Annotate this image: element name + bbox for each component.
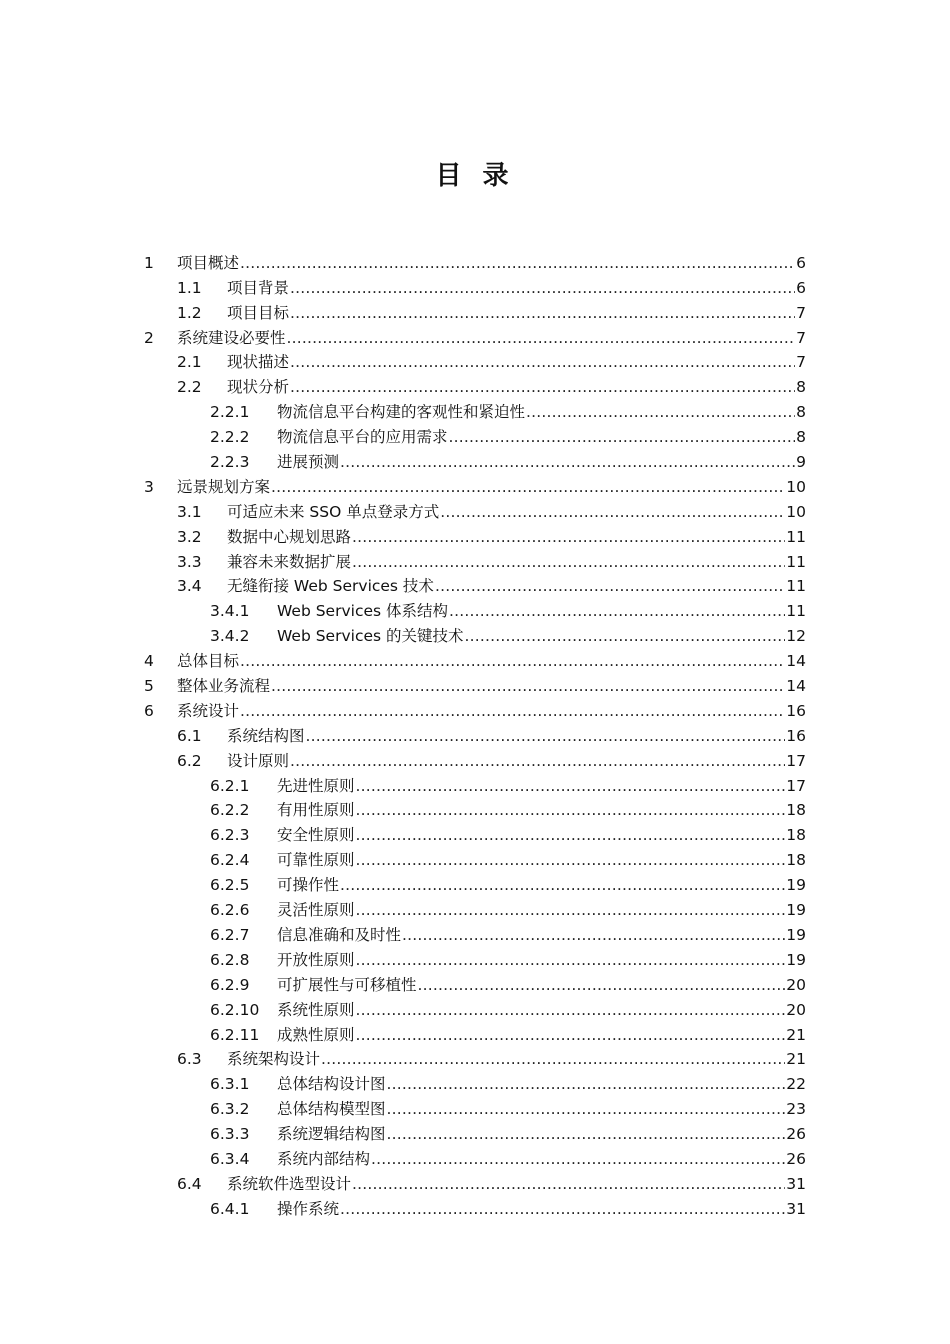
dot-leader [290, 277, 795, 299]
toc-entry-number: 6.1 [177, 726, 202, 745]
toc-entry-page-number: 31 [786, 1174, 806, 1193]
toc-entry[interactable] [144, 647, 806, 672]
toc-entry-number: 1 [144, 253, 154, 272]
toc-entry[interactable] [144, 1170, 806, 1195]
dot-leader [387, 1123, 786, 1145]
toc-entry-title: 设计原则 [227, 751, 290, 770]
toc-entry-title: 开放性原则 [277, 950, 355, 969]
toc-entry-title: 兼容未来数据扩展 [227, 552, 352, 571]
toc-entry-number: 3.4.2 [210, 627, 250, 646]
toc-entry-title: 项目目标 [227, 303, 290, 322]
toc-entry-number: 6.2 [177, 751, 202, 770]
dot-leader [271, 476, 785, 498]
dot-leader [418, 974, 786, 996]
dot-leader [387, 1073, 786, 1095]
toc-entry-title: 项目背景 [227, 278, 290, 297]
toc-entry[interactable] [144, 996, 806, 1021]
dot-leader [271, 675, 785, 697]
toc-entry-page-number: 18 [786, 801, 806, 820]
toc-entry-number: 6.2.5 [210, 876, 250, 895]
dot-leader [449, 426, 796, 448]
dot-leader [356, 1024, 786, 1046]
toc-entry-title: 系统建设必要性 [177, 328, 286, 347]
toc-entry[interactable] [144, 1046, 806, 1071]
toc-entry-page-number: 14 [786, 677, 806, 696]
toc-entry-page-number: 7 [796, 353, 806, 372]
toc-entry-number: 6.3.2 [210, 1100, 250, 1119]
toc-entry-page-number: 16 [786, 726, 806, 745]
toc-entry-page-number: 31 [786, 1199, 806, 1218]
toc-entry-number: 4 [144, 652, 154, 671]
toc-entry-number: 6.2.6 [210, 901, 250, 920]
toc-entry-number: 5 [144, 677, 154, 696]
toc-entry-page-number: 10 [786, 477, 806, 496]
dot-leader [240, 700, 785, 722]
dot-leader [449, 600, 785, 622]
toc-entry-number: 2.2 [177, 378, 202, 397]
toc-entry-page-number: 6 [796, 253, 806, 272]
toc-entry-page-number: 19 [786, 925, 806, 944]
toc-entry-title: 现状描述 [227, 353, 290, 372]
dot-leader [402, 924, 785, 946]
toc-entry[interactable] [144, 573, 806, 598]
toc-entry[interactable] [144, 921, 806, 946]
toc-entry-page-number: 8 [796, 378, 806, 397]
toc-entry-page-number: 20 [786, 1000, 806, 1019]
toc-entry-title: 系统设计 [177, 701, 240, 720]
toc-entry-number: 2.2.3 [210, 453, 250, 472]
toc-entry-title: 操作系统 [277, 1199, 340, 1218]
toc-entry-page-number: 11 [786, 552, 806, 571]
toc-entry-page-number: 19 [786, 950, 806, 969]
toc-entry-page-number: 8 [796, 403, 806, 422]
toc-entry-page-number: 26 [786, 1149, 806, 1168]
toc-entry[interactable] [144, 1145, 806, 1170]
toc-entry-page-number: 11 [786, 602, 806, 621]
dot-leader [356, 949, 786, 971]
toc-entry[interactable] [144, 896, 806, 921]
toc-entry-number: 6.2.9 [210, 975, 250, 994]
dot-leader [290, 302, 795, 324]
toc-entry-title: 无缝衔接 Web Services 技术 [227, 577, 434, 596]
dot-leader [465, 625, 786, 647]
toc-entry-number: 6.2.4 [210, 851, 250, 870]
dot-leader [356, 824, 786, 846]
toc-entry[interactable] [144, 846, 806, 871]
toc-entry-number: 2.2.1 [210, 403, 250, 422]
toc-entry[interactable] [144, 299, 806, 324]
dot-leader [352, 551, 785, 573]
toc-entry-number: 6.2.7 [210, 925, 250, 944]
toc-entry-page-number: 21 [786, 1025, 806, 1044]
toc-title: 目 录 [435, 161, 515, 191]
dot-leader [352, 1173, 785, 1195]
dot-leader [240, 252, 795, 274]
dot-leader [356, 799, 786, 821]
toc-entry-title: 系统结构图 [227, 726, 305, 745]
toc-entry[interactable] [144, 448, 806, 473]
toc-entry-page-number: 14 [786, 652, 806, 671]
toc-entry-number: 6.3.1 [210, 1075, 250, 1094]
dot-leader [526, 401, 795, 423]
toc-entry-title: 先进性原则 [277, 776, 355, 795]
toc-entry-title: 总体目标 [177, 652, 240, 671]
toc-entry-page-number: 17 [786, 776, 806, 795]
toc-entry-page-number: 12 [786, 627, 806, 646]
dot-leader [356, 999, 786, 1021]
toc-entry-page-number: 19 [786, 901, 806, 920]
toc-entry-title: 可靠性原则 [277, 851, 355, 870]
toc-entry[interactable] [144, 349, 806, 374]
dot-leader [356, 899, 786, 921]
toc-entry-page-number: 11 [786, 527, 806, 546]
dot-leader [340, 451, 795, 473]
toc-entry-number: 6.3 [177, 1050, 202, 1069]
toc-entry[interactable] [144, 697, 806, 722]
dot-leader [340, 1198, 785, 1220]
toc-entry-title: 系统架构设计 [227, 1050, 321, 1069]
toc-entry-number: 6.3.4 [210, 1149, 250, 1168]
toc-entry[interactable] [144, 946, 806, 971]
toc-entry-number: 6.2.8 [210, 950, 250, 969]
toc-entry-title: Web Services 的关键技术 [277, 627, 464, 646]
toc-entry[interactable] [144, 772, 806, 797]
toc-entry-title: 物流信息平台的应用需求 [277, 428, 448, 447]
toc-entry[interactable] [144, 498, 806, 523]
toc-entry-title: 有用性原则 [277, 801, 355, 820]
toc-entry[interactable] [144, 274, 806, 299]
toc-list [144, 249, 806, 1220]
toc-entry-title: 系统软件选型设计 [227, 1174, 352, 1193]
toc-entry[interactable] [144, 1120, 806, 1145]
toc-entry-title: 项目概述 [177, 253, 240, 272]
toc-entry[interactable] [144, 747, 806, 772]
toc-entry-title: 物流信息平台构建的客观性和紧迫性 [277, 403, 526, 422]
toc-entry-title: 系统逻辑结构图 [277, 1125, 386, 1144]
toc-entry-page-number: 17 [786, 751, 806, 770]
toc-entry-page-number: 7 [796, 303, 806, 322]
toc-entry-number: 3.1 [177, 502, 202, 521]
toc-entry-page-number: 22 [786, 1075, 806, 1094]
toc-entry-number: 3.4 [177, 577, 202, 596]
toc-entry-page-number: 7 [796, 328, 806, 347]
toc-entry[interactable] [144, 971, 806, 996]
toc-entry-page-number: 9 [796, 453, 806, 472]
dot-leader [290, 376, 795, 398]
toc-entry-page-number: 21 [786, 1050, 806, 1069]
toc-entry-number: 6 [144, 701, 154, 720]
toc-entry-title: 安全性原则 [277, 826, 355, 845]
toc-entry-number: 1.2 [177, 303, 202, 322]
dot-leader [306, 725, 786, 747]
toc-entry-title: 可扩展性与可移植性 [277, 975, 417, 994]
dot-leader [387, 1098, 786, 1120]
toc-entry-title: 系统性原则 [277, 1000, 355, 1019]
toc-entry[interactable] [144, 523, 806, 548]
dot-leader [356, 775, 786, 797]
toc-entry-page-number: 23 [786, 1100, 806, 1119]
toc-entry-title: 远景规划方案 [177, 477, 271, 496]
toc-entry-title: 数据中心规划思路 [227, 527, 352, 546]
toc-entry-title: 成熟性原则 [277, 1025, 355, 1044]
toc-entry-number: 2.1 [177, 353, 202, 372]
dot-leader [290, 750, 785, 772]
toc-entry-number: 1.1 [177, 278, 202, 297]
toc-entry-title: 进展预测 [277, 453, 340, 472]
toc-entry[interactable] [144, 1195, 806, 1220]
dot-leader [352, 526, 785, 548]
toc-entry-number: 6.2.3 [210, 826, 250, 845]
dot-leader [435, 575, 785, 597]
toc-entry-page-number: 26 [786, 1125, 806, 1144]
toc-entry-title: 信息准确和及时性 [277, 925, 402, 944]
toc-entry[interactable] [144, 423, 806, 448]
toc-entry-page-number: 18 [786, 851, 806, 870]
toc-entry[interactable] [144, 722, 806, 747]
toc-entry-number: 6.2.1 [210, 776, 250, 795]
toc-entry-title: 现状分析 [227, 378, 290, 397]
toc-entry-number: 3.4.1 [210, 602, 250, 621]
toc-entry-page-number: 8 [796, 428, 806, 447]
dot-leader [321, 1048, 785, 1070]
toc-entry-number: 3.2 [177, 527, 202, 546]
toc-entry-number: 3.3 [177, 552, 202, 571]
toc-entry-title: 总体结构模型图 [277, 1100, 386, 1119]
toc-entry-number: 6.3.3 [210, 1125, 250, 1144]
toc-entry-page-number: 6 [796, 278, 806, 297]
toc-entry[interactable] [144, 672, 806, 697]
toc-entry-page-number: 10 [786, 502, 806, 521]
toc-entry[interactable] [144, 1070, 806, 1095]
toc-entry-title: 可操作性 [277, 876, 340, 895]
toc-entry[interactable] [144, 797, 806, 822]
toc-entry[interactable] [144, 597, 806, 622]
toc-entry-title: 系统内部结构 [277, 1149, 371, 1168]
dot-leader [290, 351, 795, 373]
toc-entry[interactable] [144, 821, 806, 846]
toc-entry-page-number: 11 [786, 577, 806, 596]
toc-entry[interactable] [144, 1095, 806, 1120]
toc-entry-page-number: 16 [786, 701, 806, 720]
dot-leader [440, 501, 785, 523]
dot-leader [287, 327, 796, 349]
toc-entry-number: 6.4.1 [210, 1199, 250, 1218]
toc-entry-title: 总体结构设计图 [277, 1075, 386, 1094]
toc-entry[interactable] [144, 373, 806, 398]
toc-entry-number: 6.2.10 [210, 1000, 260, 1019]
toc-entry[interactable] [144, 1021, 806, 1046]
toc-entry[interactable] [144, 398, 806, 423]
toc-entry[interactable] [144, 548, 806, 573]
toc-entry[interactable] [144, 473, 806, 498]
dot-leader [340, 874, 785, 896]
toc-entry-number: 2 [144, 328, 154, 347]
toc-entry-number: 6.2.11 [210, 1025, 260, 1044]
dot-leader [240, 650, 785, 672]
toc-entry-page-number: 19 [786, 876, 806, 895]
toc-entry-number: 6.2.2 [210, 801, 250, 820]
toc-entry[interactable] [144, 324, 806, 349]
toc-entry-page-number: 20 [786, 975, 806, 994]
dot-leader [371, 1148, 785, 1170]
toc-entry-title: Web Services 体系结构 [277, 602, 449, 621]
toc-entry-page-number: 18 [786, 826, 806, 845]
toc-entry-title: 可适应未来 SSO 单点登录方式 [227, 502, 440, 521]
toc-entry-title: 灵活性原则 [277, 901, 355, 920]
toc-entry-title: 整体业务流程 [177, 677, 271, 696]
toc-entry[interactable] [144, 871, 806, 896]
toc-entry[interactable] [144, 249, 806, 274]
toc-entry-number: 2.2.2 [210, 428, 250, 447]
dot-leader [356, 849, 786, 871]
toc-entry-number: 3 [144, 477, 154, 496]
toc-entry[interactable] [144, 622, 806, 647]
toc-entry-number: 6.4 [177, 1174, 202, 1193]
